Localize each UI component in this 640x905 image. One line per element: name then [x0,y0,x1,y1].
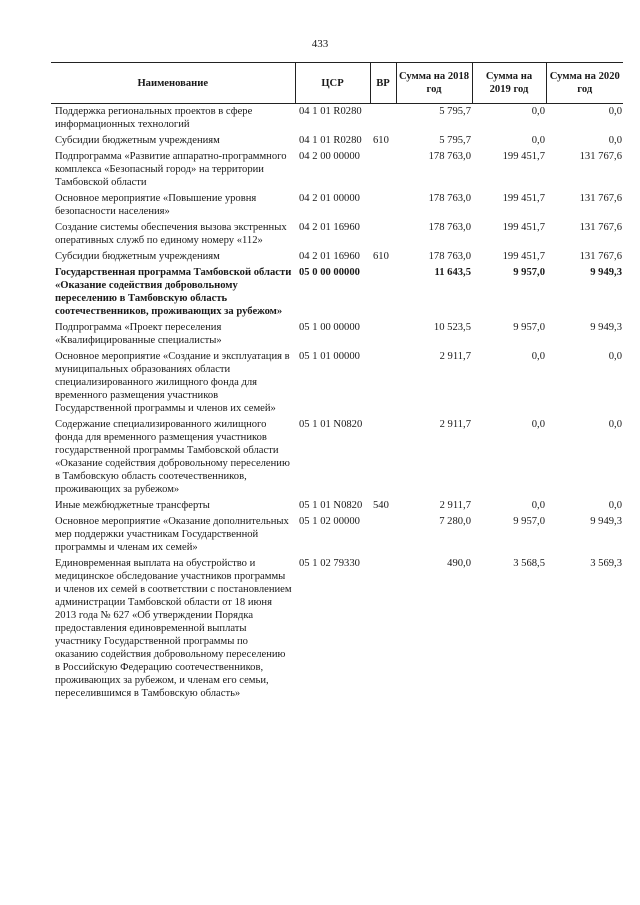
header-name: Наименование [51,63,295,104]
cell-sum-2019: 0,0 [531,135,545,146]
table-row [51,249,623,265]
cell-sum-2019: 0,0 [531,106,545,117]
cell-name: Создание системы обеспечения вызова экстренных оперативных служб по единому номеру «112» [55,222,287,246]
cell-csr: 04 1 01 R0280 [299,106,362,117]
cell-name: Подпрограмма «Проект переселения «Квалифицированные специалисты» [55,322,222,346]
cell-sum-2019: 9 957,0 [513,267,545,278]
cell-sum-2019: 199 451,7 [502,151,545,162]
table-row [51,133,623,149]
cell-sum-2019: 0,0 [531,351,545,362]
cell-name: Государственная программа Тамбовской области «Оказание содействия добровольному переселению в Тамбовскую область соотечественников, проживающих за рубежом» [55,267,292,317]
cell-vr [370,320,396,349]
table-row [51,417,623,498]
cell-vr [370,417,396,498]
cell-vr [370,149,396,191]
cell-csr: 05 1 01 00000 [299,351,360,362]
cell-sum-2019: 9 957,0 [513,322,545,333]
table-body [51,104,623,703]
cell-sum-2020: 9 949,3 [590,516,622,527]
cell-sum-2019: 199 451,7 [502,251,545,262]
cell-name: Содержание специализированного жилищного фонда для временного размещения участников государственной программы Тамбовской области «Оказание содействия добровольному переселению в Тамбовскую область соотечественников, проживающих за рубежом» [55,419,290,495]
cell-name: Субсидии бюджетным учреждениям [55,135,220,146]
cell-sum-2020: 0,0 [608,419,622,430]
cell-sum-2020: 131 767,6 [579,193,622,204]
cell-csr: 04 1 01 R0280 [299,135,362,146]
table-row [51,498,623,514]
cell-sum-2018: 2 911,7 [439,351,471,362]
cell-sum-2020: 0,0 [608,351,622,362]
cell-sum-2018: 2 911,7 [439,419,471,430]
cell-vr [370,191,396,220]
cell-name: Единовременная выплата на обустройство и медицинское обследование участников программы и членов их семей в соответствии с постановлением администрации Тамбовской области от 18 июня 2013 года № 627 «Об утверждении Порядка предоставления единовременной выплаты участнику Государственной программы по оказанию содействия добровольному переселению в Российскую Федерацию соотечественников, проживающих за рубежом, и членам его семьи, переселившимся в Тамбовскую область» [55,558,292,699]
cell-vr: 610 [373,251,389,262]
cell-sum-2019: 0,0 [531,419,545,430]
cell-vr [370,220,396,249]
cell-csr: 05 1 02 00000 [299,516,360,527]
cell-sum-2018: 2 911,7 [439,500,471,511]
cell-csr: 04 2 01 16960 [299,222,360,233]
cell-name: Поддержка региональных проектов в сфере информационных технологий [55,106,253,130]
cell-sum-2018: 490,0 [447,558,471,569]
cell-vr [370,556,396,702]
table-row [51,265,623,320]
cell-sum-2020: 9 949,3 [590,322,622,333]
budget-table [51,62,623,702]
cell-csr: 05 1 01 N0820 [299,419,363,430]
table-row [51,556,623,702]
cell-csr: 05 1 01 N0820 [299,500,363,511]
cell-sum-2018: 178 763,0 [428,222,471,233]
cell-sum-2018: 178 763,0 [428,151,471,162]
table-row [51,349,623,417]
table-header [51,63,623,104]
cell-sum-2018: 178 763,0 [428,251,471,262]
cell-sum-2018: 5 795,7 [439,106,471,117]
cell-sum-2020: 3 569,3 [590,558,622,569]
cell-sum-2018: 7 280,0 [439,516,471,527]
table-row [51,514,623,556]
cell-sum-2019: 199 451,7 [502,222,545,233]
cell-sum-2019: 0,0 [531,500,545,511]
cell-csr: 04 2 01 00000 [299,193,360,204]
cell-name: Иные межбюджетные трансферты [55,500,210,511]
cell-sum-2019: 199 451,7 [502,193,545,204]
cell-csr: 04 2 00 00000 [299,151,360,162]
cell-name: Основное мероприятие «Создание и эксплуатация в муниципальных образованиях области специализированного жилищного фонда для временного размещения участников Государственной программы и членов их семей» [55,351,290,414]
cell-name: Субсидии бюджетным учреждениям [55,251,220,262]
cell-vr: 610 [373,135,389,146]
cell-sum-2018: 178 763,0 [428,193,471,204]
cell-name: Основное мероприятие «Повышение уровня безопасности населения» [55,193,257,217]
cell-sum-2020: 0,0 [608,106,622,117]
table-row [51,149,623,191]
header-csr: ЦСР [295,63,370,104]
table-row [51,191,623,220]
header-sum-2018: Сумма на 2018 год [396,63,472,104]
table-row [51,320,623,349]
cell-vr [370,265,396,320]
cell-vr [370,349,396,417]
cell-sum-2020: 0,0 [608,500,622,511]
header-sum-2019: Сумма на 2019 год [472,63,546,104]
cell-sum-2018: 10 523,5 [433,322,471,333]
cell-sum-2019: 3 568,5 [513,558,545,569]
cell-sum-2020: 9 949,3 [590,267,622,278]
cell-vr: 540 [373,500,389,511]
cell-csr: 05 1 02 79330 [299,558,360,569]
cell-vr [370,514,396,556]
cell-csr: 05 0 00 00000 [299,267,360,278]
cell-sum-2020: 131 767,6 [579,251,622,262]
cell-sum-2019: 9 957,0 [513,516,545,527]
cell-sum-2020: 131 767,6 [579,151,622,162]
table-row [51,104,623,134]
cell-name: Основное мероприятие «Оказание дополнительных мер поддержки участникам Государственной программы и членам их семей» [55,516,289,553]
header-sum-2020: Сумма на 2020 год [546,63,623,104]
cell-csr: 05 1 00 00000 [299,322,360,333]
cell-sum-2020: 131 767,6 [579,222,622,233]
page-number: 433 [311,38,329,50]
cell-name: Подпрограмма «Развитие аппаратно-программного комплекса «Безопасный город» на территории Тамбовской области [55,151,287,188]
cell-sum-2018: 11 643,5 [434,267,471,278]
cell-vr [370,104,396,134]
cell-sum-2018: 5 795,7 [439,135,471,146]
cell-csr: 04 2 01 16960 [299,251,360,262]
header-vr: ВР [370,63,396,104]
cell-sum-2020: 0,0 [608,135,622,146]
table-row [51,220,623,249]
